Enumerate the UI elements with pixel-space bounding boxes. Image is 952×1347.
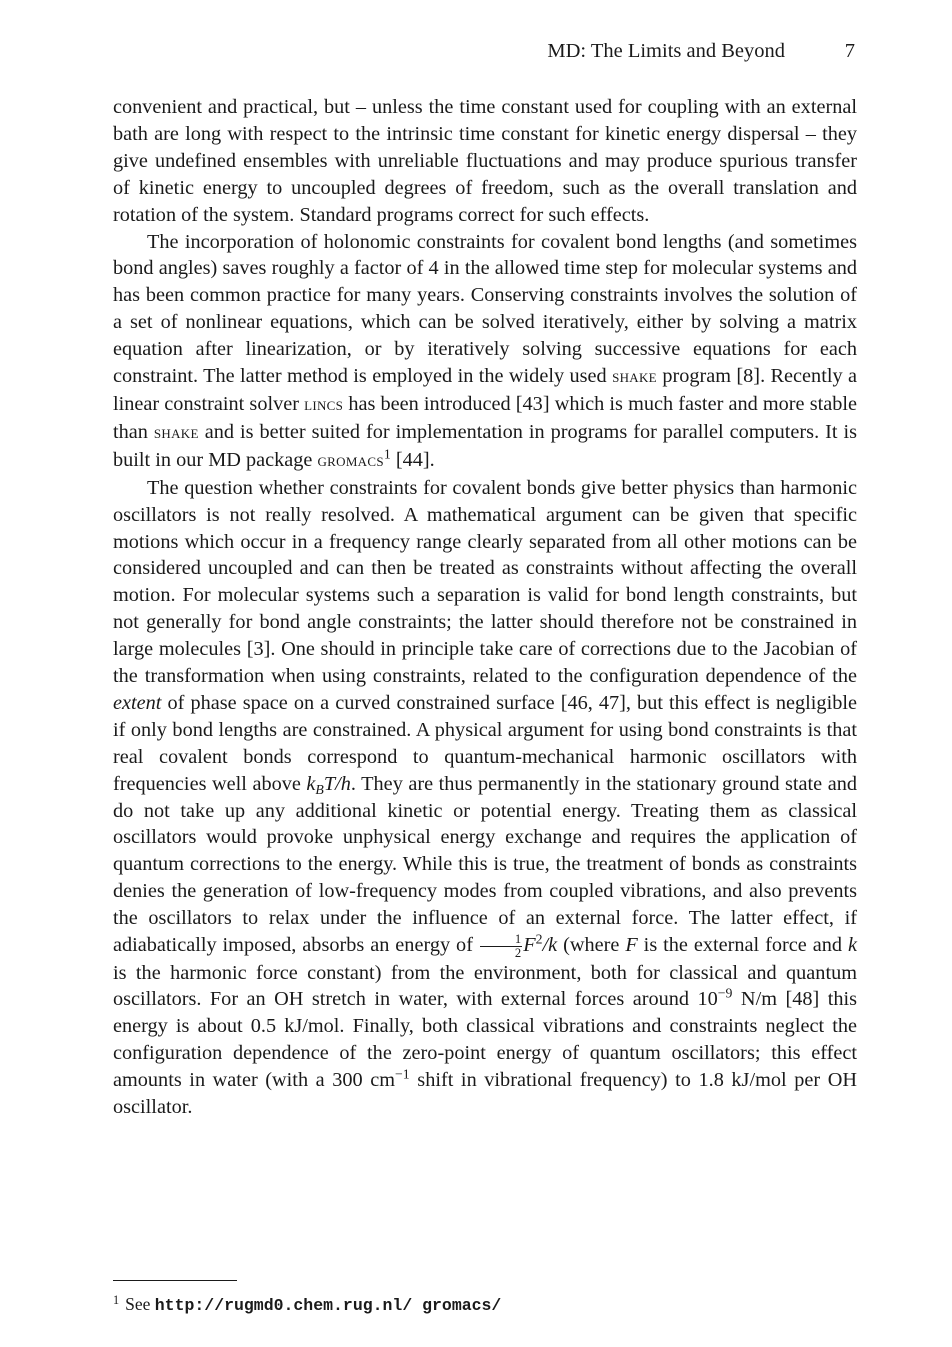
over-k: /k: [542, 934, 558, 957]
footnote-mark: 1: [113, 1293, 120, 1307]
shake-program-name-2: shake: [153, 421, 199, 443]
p3-text-d: (where: [557, 934, 626, 957]
extent-emphasis: extent: [113, 691, 162, 714]
p2-text-d: and is better suited for implementation in programs for parallel computers. It is built in our MD package: [113, 420, 857, 471]
p3-text-c: . They are thus permanently in the stationary ground state and do not take up any additional kinetic or potential energy. Treating them as classical oscillators would provoke unphysical energy exchange and requires the application of quantum corrections to the energy. While this is true, the treatment of bonds as constraints denies the generation of low-frequency modes from coupled vibrations, and also prevents the oscillators to relax under the influence of an external force. The latter effect, if adiabatically imposed, absorbs an energy of: [113, 772, 857, 957]
force-symbol: F: [523, 934, 536, 957]
running-head: [113, 38, 857, 68]
footnote-url-link[interactable]: http://rugmd0.chem.rug.nl/ gromacs/: [154, 1296, 502, 1316]
p3-text-a: The question whether constraints for covalent bonds give better physics than harmonic oscillators is not really resolved. A mathematical argument can be given that specific motions which occur in a frequency range clearly separated from all other motions can be considered uncoupled and can then be treated as constraints without affecting the overall motion. For molecular systems such a separation is valid for bond length constraints, but not generally for bond angle constraints; the latter should therefore not be constrained in large molecules [3]. One should in principle take care of corrections due to the Jacobian of the transformation when using constraints, related to the configuration dependence of the: [113, 476, 857, 688]
force-symbol-2: F: [625, 934, 638, 957]
one-half-fraction: [480, 933, 522, 959]
fraction-numerator: 1: [480, 933, 522, 947]
shake-program-name: shake: [612, 366, 657, 388]
squared-exponent: 2: [535, 931, 543, 947]
paragraph-3: [113, 475, 857, 1121]
footnote-reference[interactable]: 1: [383, 446, 391, 462]
footnote: [113, 1289, 501, 1317]
p3-text-f: is the harmonic force constant) from the environment, both for classical and quantum oscillators. For an OH stretch in water, with external forces around 10: [113, 961, 857, 1011]
p2-text-b: program [8]. Recently a linear constraint solver: [113, 365, 858, 415]
fraction-denominator: 2: [514, 945, 522, 960]
page: [113, 38, 857, 1121]
paragraph-2: [113, 229, 857, 475]
p2-text-a: The incorporation of holonomic constraints for covalent bond lengths (and sometimes bond angles) saves roughly a factor of 4 in the allowed time step for molecular systems and has been common practice for many years. Conserving constraints involves the solution of a set of nonlinear equations, which can be solved iteratively, either by solving a matrix equation after linearization, or by iteratively solving successive equations for each constraint. The latter method is employed in the widely used: [113, 230, 857, 388]
running-head-title: MD: The Limits and Beyond: [547, 40, 785, 62]
exponent-minus-9: −9: [717, 985, 733, 1001]
footnote-prefix: See: [125, 1294, 155, 1315]
t-over-h: T/h: [323, 772, 351, 795]
boltzmann-subscript: B: [315, 781, 324, 797]
exponent-minus-1: −1: [395, 1066, 410, 1082]
force-constant-k: k: [847, 934, 857, 957]
paragraph-1: convenient and practical, but – unless the time constant used for coupling with an external bath are long with respect to the intrinsic time constant for kinetic energy dispersal – they give undefined ensembles with unreliable fluctuations and may produce spurious transfer of kinetic energy to uncoupled degrees of freedom, such as the overall translation and rotation of the system. Standard programs correct for such effects.: [113, 96, 857, 226]
boltzmann-k: k: [306, 772, 316, 795]
footnote-rule: [113, 1280, 237, 1281]
p3-text-g: N/m [48] this energy is about 0.5 kJ/mol. Finally, both classical vibrations and constraints neglect the configuration dependence of the zero-point energy of quantum oscillators; this effect amounts in water (with a 300 cm: [113, 988, 858, 1092]
page-number: 7: [844, 40, 855, 62]
p3-text-h: shift in vibrational frequency) to 1.8 kJ/mol per OH oscillator.: [113, 1069, 857, 1119]
lincs-name: lincs: [304, 393, 344, 415]
p3-text-e: is the external force and: [637, 934, 848, 957]
gromacs-name: gromacs: [317, 449, 384, 471]
body-text: [113, 94, 857, 1121]
p2-text-e: [44].: [390, 448, 435, 471]
p2-text-c: has been introduced [43] which is much faster and more stable than: [113, 392, 857, 443]
p3-text-b: of phase space on a curved constrained surface [46, 47], but this effect is negligible if only bond lengths are constrained. A physical argument for using bond constraints is that real covalent bonds correspond to quantum-mechanical harmonic oscillators with frequencies well above: [113, 691, 857, 795]
